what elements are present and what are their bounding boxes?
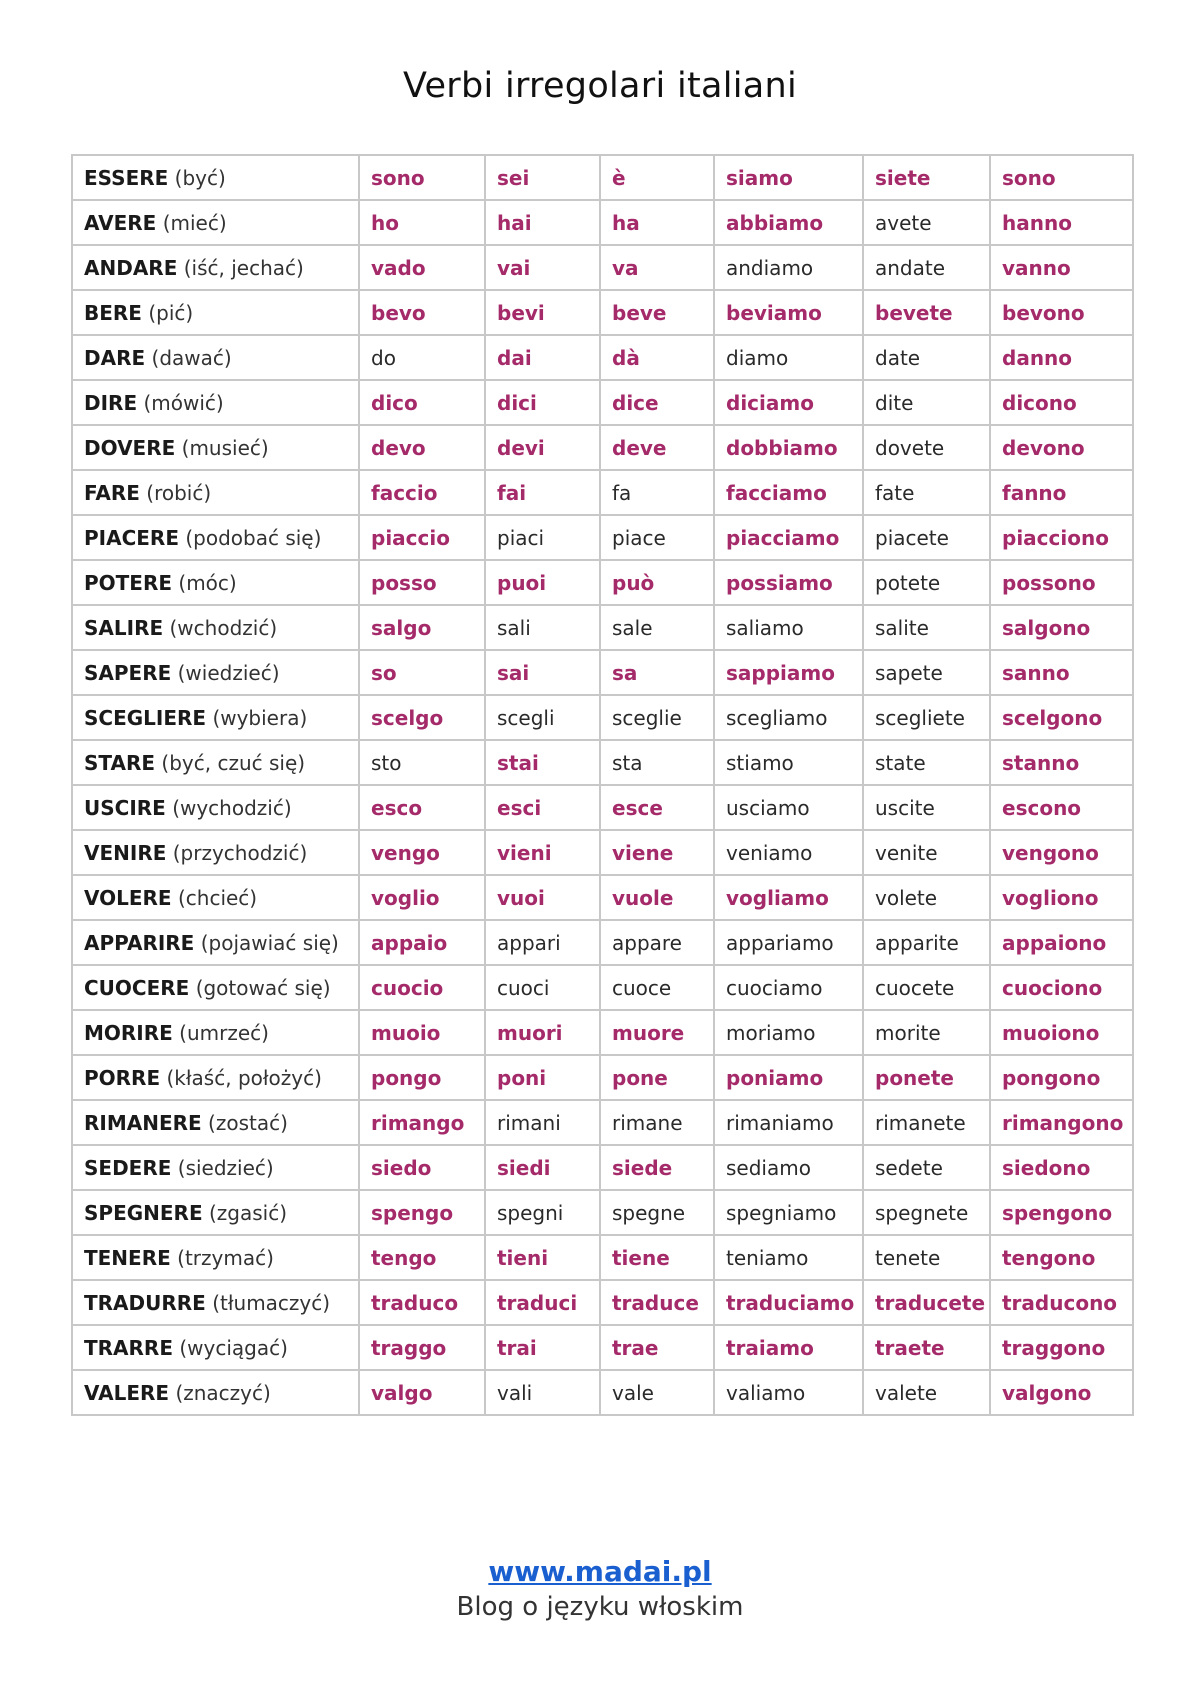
irregular-form-cell: siedi (485, 1145, 600, 1190)
regular-form-cell: date (863, 335, 990, 380)
verb-translation: (robić) (146, 480, 212, 505)
irregular-form-cell: ponete (863, 1055, 990, 1100)
regular-form-cell: scegli (485, 695, 600, 740)
verb-infinitive: PIACERE (84, 525, 179, 550)
verb-infinitive: TENERE (84, 1245, 171, 1270)
verb-infinitive: DOVERE (84, 435, 176, 460)
verb-infinitive: ANDARE (84, 255, 178, 280)
table-row (72, 1235, 1133, 1280)
regular-form-cell: andiamo (714, 245, 863, 290)
regular-form-cell: vale (600, 1370, 714, 1415)
irregular-form-cell: piaccio (359, 515, 485, 560)
verb-translation: (chcieć) (177, 885, 258, 910)
regular-form-cell: rimane (600, 1100, 714, 1145)
irregular-form-cell: poni (485, 1055, 600, 1100)
verb-infinitive: BERE (84, 300, 142, 325)
regular-form-cell: rimanete (863, 1100, 990, 1145)
irregular-form-cell: stanno (990, 740, 1133, 785)
irregular-form-cell: trai (485, 1325, 600, 1370)
table-row (72, 155, 1133, 200)
verb-translation: (znaczyć) (175, 1380, 271, 1405)
regular-form-cell: fate (863, 470, 990, 515)
irregular-form-cell: vuole (600, 875, 714, 920)
verb-translation: (podobać się) (185, 525, 322, 550)
regular-form-cell: sceglie (600, 695, 714, 740)
table-row (72, 1100, 1133, 1145)
verbs-table (71, 154, 1134, 1416)
irregular-form-cell: stai (485, 740, 600, 785)
irregular-form-cell: appaiono (990, 920, 1133, 965)
verb-cell (72, 1370, 359, 1415)
verbs-table-body (72, 155, 1133, 1415)
irregular-form-cell: beve (600, 290, 714, 335)
regular-form-cell: cuoci (485, 965, 600, 1010)
irregular-form-cell: rimangono (990, 1100, 1133, 1145)
table-row (72, 560, 1133, 605)
irregular-form-cell: esco (359, 785, 485, 830)
verb-translation: (kłaść, położyć) (166, 1065, 322, 1090)
irregular-form-cell: traggo (359, 1325, 485, 1370)
verb-infinitive: CUOCERE (84, 975, 190, 1000)
regular-form-cell: diamo (714, 335, 863, 380)
verb-infinitive: TRADURRE (84, 1290, 206, 1315)
table-row (72, 200, 1133, 245)
verb-infinitive: ESSERE (84, 165, 169, 190)
irregular-form-cell: ha (600, 200, 714, 245)
irregular-form-cell: scelgono (990, 695, 1133, 740)
irregular-form-cell: salgo (359, 605, 485, 650)
verb-translation: (mieć) (162, 210, 227, 235)
table-row (72, 515, 1133, 560)
verb-cell (72, 335, 359, 380)
irregular-form-cell: abbiamo (714, 200, 863, 245)
regular-form-cell: stiamo (714, 740, 863, 785)
table-row (72, 335, 1133, 380)
verb-translation: (iść, jechać) (183, 255, 304, 280)
irregular-form-cell: siete (863, 155, 990, 200)
irregular-form-cell: va (600, 245, 714, 290)
irregular-form-cell: hai (485, 200, 600, 245)
verb-cell (72, 515, 359, 560)
irregular-form-cell: appaio (359, 920, 485, 965)
irregular-form-cell: valgono (990, 1370, 1133, 1415)
irregular-form-cell: bevete (863, 290, 990, 335)
verb-infinitive: RIMANERE (84, 1110, 202, 1135)
verb-translation: (musieć) (181, 435, 269, 460)
irregular-form-cell: spengo (359, 1190, 485, 1235)
verb-translation: (dawać) (151, 345, 232, 370)
table-row (72, 965, 1133, 1010)
regular-form-cell: scegliamo (714, 695, 863, 740)
irregular-form-cell: vado (359, 245, 485, 290)
regular-form-cell: potete (863, 560, 990, 605)
verb-translation: (wchodzić) (169, 615, 278, 640)
regular-form-cell: veniamo (714, 830, 863, 875)
verb-infinitive: SAPERE (84, 660, 172, 685)
regular-form-cell: spegni (485, 1190, 600, 1235)
verb-cell (72, 1100, 359, 1145)
regular-form-cell: sediamo (714, 1145, 863, 1190)
verb-cell (72, 425, 359, 470)
irregular-form-cell: vuoi (485, 875, 600, 920)
verb-translation: (zgasić) (208, 1200, 287, 1225)
regular-form-cell: dovete (863, 425, 990, 470)
irregular-form-cell: spengono (990, 1190, 1133, 1235)
table-row (72, 650, 1133, 695)
irregular-form-cell: sai (485, 650, 600, 695)
verb-cell (72, 1325, 359, 1370)
irregular-form-cell: dice (600, 380, 714, 425)
verb-cell (72, 1280, 359, 1325)
table-row (72, 1370, 1133, 1415)
regular-form-cell: piacete (863, 515, 990, 560)
verb-translation: (być, czuć się) (161, 750, 306, 775)
table-row (72, 290, 1133, 335)
regular-form-cell: morite (863, 1010, 990, 1055)
footer (0, 1555, 1200, 1622)
regular-form-cell: usciamo (714, 785, 863, 830)
table-row (72, 785, 1133, 830)
irregular-form-cell: cuocio (359, 965, 485, 1010)
verb-cell (72, 245, 359, 290)
regular-form-cell: appari (485, 920, 600, 965)
regular-form-cell: teniamo (714, 1235, 863, 1280)
verb-translation: (wybiera) (212, 705, 308, 730)
verb-translation: (pić) (148, 300, 194, 325)
irregular-form-cell: fanno (990, 470, 1133, 515)
irregular-form-cell: poniamo (714, 1055, 863, 1100)
irregular-form-cell: hanno (990, 200, 1133, 245)
table-row (72, 1055, 1133, 1100)
verb-cell (72, 1055, 359, 1100)
table-row (72, 695, 1133, 740)
verb-translation: (być) (174, 165, 226, 190)
verb-cell (72, 200, 359, 245)
verb-translation: (wyciągać) (179, 1335, 288, 1360)
irregular-form-cell: traduciamo (714, 1280, 863, 1325)
regular-form-cell: sta (600, 740, 714, 785)
irregular-form-cell: salgono (990, 605, 1133, 650)
irregular-form-cell: traducono (990, 1280, 1133, 1325)
regular-form-cell: cuociamo (714, 965, 863, 1010)
verb-cell (72, 920, 359, 965)
irregular-form-cell: piacciono (990, 515, 1133, 560)
irregular-form-cell: siede (600, 1145, 714, 1190)
regular-form-cell: cuocete (863, 965, 990, 1010)
verb-infinitive: AVERE (84, 210, 157, 235)
irregular-form-cell: dobbiamo (714, 425, 863, 470)
regular-form-cell: do (359, 335, 485, 380)
irregular-form-cell: dici (485, 380, 600, 425)
verb-cell (72, 605, 359, 650)
irregular-form-cell: traduce (600, 1280, 714, 1325)
irregular-form-cell: cuociono (990, 965, 1133, 1010)
verb-translation: (zostać) (208, 1110, 288, 1135)
regular-form-cell: cuoce (600, 965, 714, 1010)
website-link[interactable]: www.madai.pl (488, 1555, 712, 1588)
regular-form-cell: volete (863, 875, 990, 920)
irregular-form-cell: sono (990, 155, 1133, 200)
irregular-form-cell: vieni (485, 830, 600, 875)
irregular-form-cell: devi (485, 425, 600, 470)
irregular-form-cell: sono (359, 155, 485, 200)
irregular-form-cell: pongono (990, 1055, 1133, 1100)
irregular-form-cell: vogliono (990, 875, 1133, 920)
verb-infinitive: USCIRE (84, 795, 166, 820)
irregular-form-cell: traggono (990, 1325, 1133, 1370)
table-row (72, 740, 1133, 785)
irregular-form-cell: puoi (485, 560, 600, 605)
irregular-form-cell: esci (485, 785, 600, 830)
verb-translation: (trzymać) (177, 1245, 274, 1270)
verb-translation: (tłumaczyć) (212, 1290, 331, 1315)
regular-form-cell: moriamo (714, 1010, 863, 1055)
table-row (72, 1010, 1133, 1055)
verb-infinitive: FARE (84, 480, 140, 505)
irregular-form-cell: siedo (359, 1145, 485, 1190)
verb-cell (72, 785, 359, 830)
verb-cell (72, 830, 359, 875)
tagline: Blog o języku włoskim (456, 1592, 744, 1622)
verb-cell (72, 650, 359, 695)
irregular-form-cell: facciamo (714, 470, 863, 515)
verb-translation: (wiedzieć) (177, 660, 280, 685)
regular-form-cell: piaci (485, 515, 600, 560)
verb-cell (72, 1145, 359, 1190)
irregular-form-cell: traiamo (714, 1325, 863, 1370)
regular-form-cell: vali (485, 1370, 600, 1415)
verb-translation: (mówić) (143, 390, 224, 415)
regular-form-cell: appariamo (714, 920, 863, 965)
irregular-form-cell: sappiamo (714, 650, 863, 695)
verb-infinitive: SALIRE (84, 615, 164, 640)
irregular-form-cell: trae (600, 1325, 714, 1370)
regular-form-cell: rimaniamo (714, 1100, 863, 1145)
irregular-form-cell: muore (600, 1010, 714, 1055)
irregular-form-cell: siedono (990, 1145, 1133, 1190)
irregular-form-cell: dà (600, 335, 714, 380)
table-row (72, 875, 1133, 920)
irregular-form-cell: sei (485, 155, 600, 200)
verb-cell (72, 1235, 359, 1280)
irregular-form-cell: tengo (359, 1235, 485, 1280)
irregular-form-cell: fai (485, 470, 600, 515)
table-row (72, 920, 1133, 965)
irregular-form-cell: pone (600, 1055, 714, 1100)
irregular-form-cell: tengono (990, 1235, 1133, 1280)
verb-translation: (móc) (178, 570, 237, 595)
verb-infinitive: VENIRE (84, 840, 167, 865)
verb-infinitive: STARE (84, 750, 156, 775)
irregular-form-cell: traduco (359, 1280, 485, 1325)
regular-form-cell: tenete (863, 1235, 990, 1280)
verb-infinitive: APPARIRE (84, 930, 195, 955)
verb-translation: (gotować się) (195, 975, 331, 1000)
verb-cell (72, 380, 359, 425)
verb-infinitive: DIRE (84, 390, 138, 415)
irregular-form-cell: piacciamo (714, 515, 863, 560)
regular-form-cell: state (863, 740, 990, 785)
regular-form-cell: sto (359, 740, 485, 785)
irregular-form-cell: sa (600, 650, 714, 695)
regular-form-cell: uscite (863, 785, 990, 830)
table-row (72, 425, 1133, 470)
irregular-form-cell: traduci (485, 1280, 600, 1325)
irregular-form-cell: devo (359, 425, 485, 470)
regular-form-cell: spegniamo (714, 1190, 863, 1235)
regular-form-cell: rimani (485, 1100, 600, 1145)
irregular-form-cell: tiene (600, 1235, 714, 1280)
verb-cell (72, 290, 359, 335)
regular-form-cell: spegne (600, 1190, 714, 1235)
table-row (72, 605, 1133, 650)
verb-infinitive: VOLERE (84, 885, 172, 910)
irregular-form-cell: vengo (359, 830, 485, 875)
table-row (72, 1190, 1133, 1235)
irregular-form-cell: deve (600, 425, 714, 470)
table-row (72, 380, 1133, 425)
irregular-form-cell: muoiono (990, 1010, 1133, 1055)
irregular-form-cell: dicono (990, 380, 1133, 425)
verb-translation: (umrzeć) (179, 1020, 269, 1045)
table-row (72, 1325, 1133, 1370)
regular-form-cell: dite (863, 380, 990, 425)
verb-infinitive: TRARRE (84, 1335, 173, 1360)
regular-form-cell: andate (863, 245, 990, 290)
page-title: Verbi irregolari italiani (402, 66, 798, 106)
irregular-form-cell: so (359, 650, 485, 695)
regular-form-cell: valiamo (714, 1370, 863, 1415)
table-row (72, 1280, 1133, 1325)
table-row (72, 1145, 1133, 1190)
verb-cell (72, 560, 359, 605)
irregular-form-cell: traete (863, 1325, 990, 1370)
irregular-form-cell: faccio (359, 470, 485, 515)
verb-translation: (pojawiać się) (200, 930, 339, 955)
irregular-form-cell: voglio (359, 875, 485, 920)
verb-cell (72, 470, 359, 515)
regular-form-cell: spegnete (863, 1190, 990, 1235)
irregular-form-cell: dico (359, 380, 485, 425)
table-row (72, 245, 1133, 290)
regular-form-cell: sapete (863, 650, 990, 695)
regular-form-cell: avete (863, 200, 990, 245)
irregular-form-cell: dai (485, 335, 600, 380)
verb-infinitive: PORRE (84, 1065, 161, 1090)
irregular-form-cell: è (600, 155, 714, 200)
irregular-form-cell: valgo (359, 1370, 485, 1415)
verb-cell (72, 875, 359, 920)
irregular-form-cell: esce (600, 785, 714, 830)
regular-form-cell: valete (863, 1370, 990, 1415)
irregular-form-cell: vanno (990, 245, 1133, 290)
verb-cell (72, 1190, 359, 1235)
regular-form-cell: sali (485, 605, 600, 650)
irregular-form-cell: sanno (990, 650, 1133, 695)
irregular-form-cell: muoio (359, 1010, 485, 1055)
verb-infinitive: POTERE (84, 570, 173, 595)
irregular-form-cell: pongo (359, 1055, 485, 1100)
verb-infinitive: SCEGLIERE (84, 705, 207, 730)
irregular-form-cell: traducete (863, 1280, 990, 1325)
irregular-form-cell: bevi (485, 290, 600, 335)
irregular-form-cell: rimango (359, 1100, 485, 1145)
irregular-form-cell: tieni (485, 1235, 600, 1280)
irregular-form-cell: escono (990, 785, 1133, 830)
verb-cell (72, 155, 359, 200)
verb-translation: (przychodzić) (172, 840, 308, 865)
verb-infinitive: MORIRE (84, 1020, 173, 1045)
regular-form-cell: salite (863, 605, 990, 650)
irregular-form-cell: beviamo (714, 290, 863, 335)
irregular-form-cell: può (600, 560, 714, 605)
verb-cell (72, 740, 359, 785)
irregular-form-cell: bevono (990, 290, 1133, 335)
verb-cell (72, 965, 359, 1010)
table-row (72, 830, 1133, 875)
verb-infinitive: SEDERE (84, 1155, 172, 1180)
verb-cell (72, 1010, 359, 1055)
verb-infinitive: SPEGNERE (84, 1200, 203, 1225)
regular-form-cell: venite (863, 830, 990, 875)
verb-translation: (wychodzić) (172, 795, 292, 820)
irregular-form-cell: scelgo (359, 695, 485, 740)
regular-form-cell: fa (600, 470, 714, 515)
irregular-form-cell: posso (359, 560, 485, 605)
verb-infinitive: VALERE (84, 1380, 170, 1405)
regular-form-cell: saliamo (714, 605, 863, 650)
irregular-form-cell: devono (990, 425, 1133, 470)
verb-translation: (siedzieć) (177, 1155, 274, 1180)
verb-infinitive: DARE (84, 345, 146, 370)
regular-form-cell: sedete (863, 1145, 990, 1190)
irregular-form-cell: danno (990, 335, 1133, 380)
irregular-form-cell: ho (359, 200, 485, 245)
irregular-form-cell: vai (485, 245, 600, 290)
regular-form-cell: scegliete (863, 695, 990, 740)
regular-form-cell: sale (600, 605, 714, 650)
table-row (72, 470, 1133, 515)
irregular-form-cell: viene (600, 830, 714, 875)
irregular-form-cell: possiamo (714, 560, 863, 605)
regular-form-cell: apparite (863, 920, 990, 965)
irregular-form-cell: diciamo (714, 380, 863, 425)
irregular-form-cell: vogliamo (714, 875, 863, 920)
irregular-form-cell: siamo (714, 155, 863, 200)
irregular-form-cell: muori (485, 1010, 600, 1055)
verb-cell (72, 695, 359, 740)
irregular-form-cell: bevo (359, 290, 485, 335)
regular-form-cell: piace (600, 515, 714, 560)
irregular-form-cell: possono (990, 560, 1133, 605)
regular-form-cell: appare (600, 920, 714, 965)
irregular-form-cell: vengono (990, 830, 1133, 875)
